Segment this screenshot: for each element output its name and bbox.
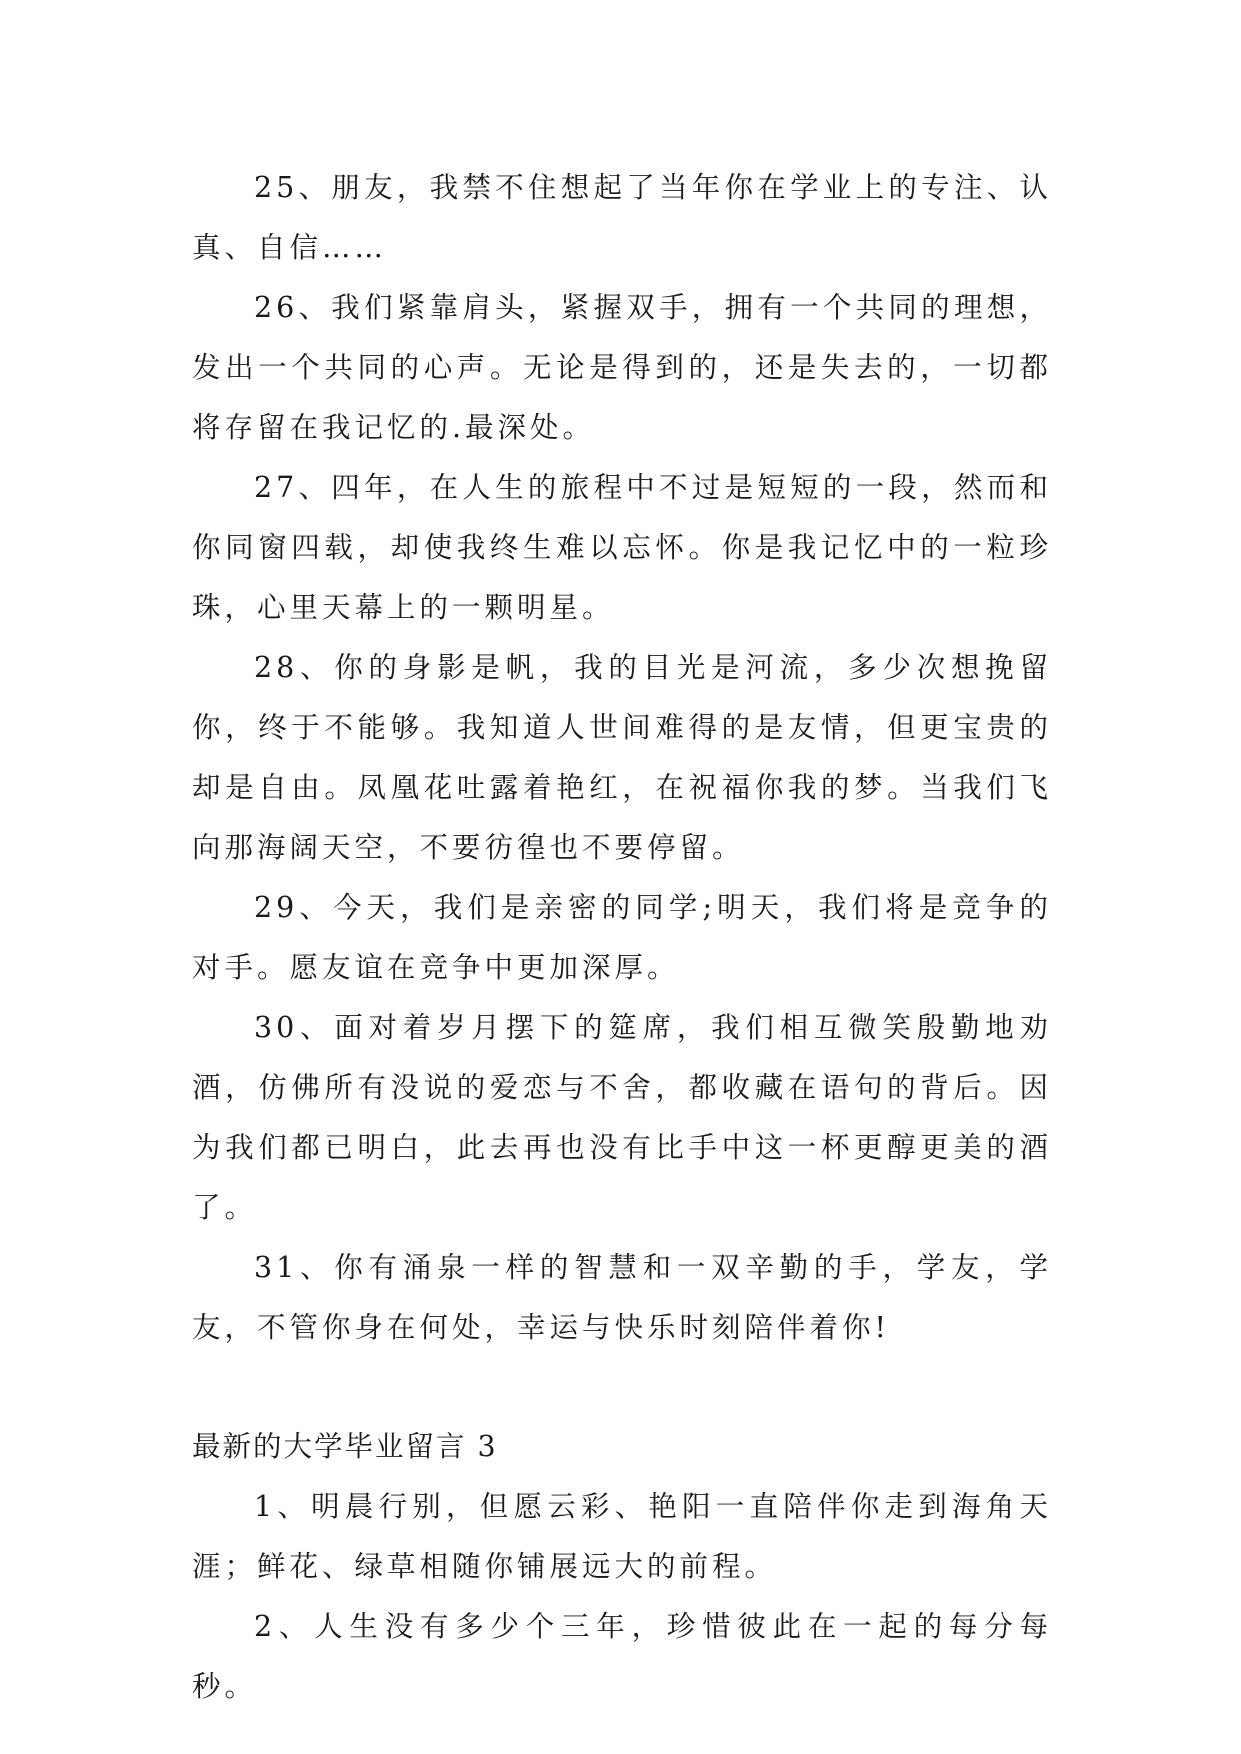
document-body: [192, 158, 1052, 1717]
paragraph-31: 31、你有涌泉一样的智慧和一双辛勤的手，学友，学友，不管你身在何处，幸运与快乐时刻陪伴着你!: [192, 1251, 1052, 1344]
section-heading: 最新的大学毕业留言 3: [192, 1430, 498, 1463]
paragraph-29: 29、今天，我们是亲密的同学;明天，我们将是竞争的对手。愿友谊在竞争中更加深厚。: [192, 891, 1052, 984]
paragraph-1: 1、明晨行别，但愿云彩、艳阳一直陪伴你走到海角天涯；鲜花、绿草相随你铺展远大的前程。: [192, 1490, 1052, 1583]
paragraph-28: 28、你的身影是帆，我的目光是河流，多少次想挽留你，终于不能够。我知道人世间难得的是友情，但更宝贵的却是自由。凤凰花吐露着艳红，在祝福你我的梦。当我们飞向那海阔天空，不要彷徨也不要停留。: [192, 651, 1052, 864]
paragraph-27: 27、四年，在人生的旅程中不过是短短的一段，然而和你同窗四载，却使我终生难以忘怀。你是我记忆中的一粒珍珠，心里天幕上的一颗明星。: [192, 471, 1052, 624]
paragraph-25: 25、朋友，我禁不住想起了当年你在学业上的专注、认真、自信……: [192, 171, 1052, 264]
paragraph-26: 26、我们紧靠肩头，紧握双手，拥有一个共同的理想，发出一个共同的心声。无论是得到的，还是失去的，一切都将存留在我记忆的.最深处。: [192, 291, 1052, 444]
paragraph-30: 30、面对着岁月摆下的筵席，我们相互微笑殷勤地劝酒，仿佛所有没说的爱恋与不舍，都收藏在语句的背后。因为我们都已明白，此去再也没有比手中这一杯更醇更美的酒了。: [192, 1011, 1052, 1224]
paragraph-2: 2、人生没有多少个三年，珍惜彼此在一起的每分每秒。: [192, 1610, 1052, 1703]
